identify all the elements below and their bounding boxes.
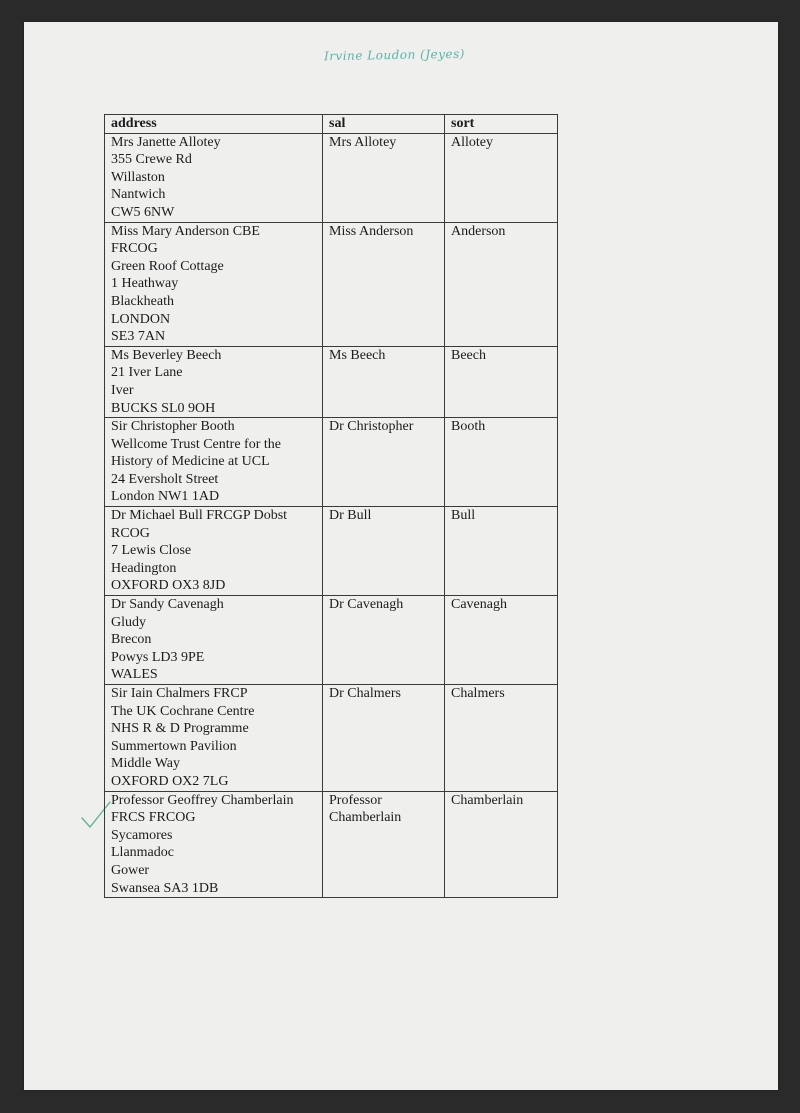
salutation-line: Dr Chalmers (329, 686, 401, 701)
address-line: Sir Christopher Booth (111, 419, 235, 435)
address-cell (105, 418, 323, 507)
table-row (105, 222, 558, 346)
address-line: Brecon (111, 632, 152, 648)
address-line: Swansea SA3 1DB (111, 880, 219, 896)
address-cell (105, 685, 323, 792)
address-line: OXFORD OX2 7LG (111, 773, 229, 789)
salutation-cell (323, 791, 445, 898)
salutation-cell (323, 596, 445, 685)
address-line: Dr Michael Bull FRCGP Dobst (111, 508, 288, 524)
table-row (105, 791, 558, 898)
table-row (105, 596, 558, 685)
sort-cell: Cavenagh (445, 596, 558, 685)
sort-cell: Bull (445, 507, 558, 596)
address-line: 1 Heathway (111, 276, 179, 292)
address-line: Ms Beverley Beech (111, 347, 222, 363)
sort-cell: Beech (445, 346, 558, 417)
address-line: 355 Crewe Rd (111, 152, 192, 168)
address-line: NHS R & D Programme (111, 721, 249, 737)
address-cell (105, 133, 323, 222)
address-line: Headington (111, 560, 177, 576)
address-line: CW5 6NW (111, 204, 175, 220)
address-line: Dr Sandy Cavenagh (111, 597, 224, 613)
salutation-cell (323, 418, 445, 507)
sort-cell: Booth (445, 418, 558, 507)
salutation-line: Mrs Allotey (329, 134, 397, 150)
salutation-line: Miss Anderson (329, 223, 414, 239)
sort-cell: Chamberlain (445, 791, 558, 898)
address-cell (105, 346, 323, 417)
table-header-row (105, 115, 558, 134)
address-line: Summertown Pavilion (111, 738, 237, 754)
table-row (105, 418, 558, 507)
salutation-cell (323, 346, 445, 417)
address-line: FRCOG (111, 241, 158, 257)
handwritten-note: Irvine Loudon (Jeyes) (323, 46, 466, 64)
address-line: Mrs Janette Allotey (111, 134, 221, 150)
address-cell (105, 507, 323, 596)
salutation-cell (323, 507, 445, 596)
address-line: OXFORD OX3 8JD (111, 578, 226, 594)
address-line: Gower (111, 862, 150, 878)
address-line: 7 Lewis Close (111, 543, 192, 559)
address-line: Gludy (111, 614, 146, 630)
salutation-cell (323, 685, 445, 792)
salutation-line: Chamberlain (329, 810, 402, 826)
address-table (104, 114, 558, 898)
address-line: Professor Geoffrey Chamberlain (111, 792, 294, 808)
address-line: FRCS FRCOG (111, 810, 196, 826)
address-line: 24 Eversholt Street (111, 471, 219, 487)
table-row (105, 685, 558, 792)
address-line: Green Roof Cottage (111, 258, 224, 274)
salutation-line: Ms Beech (329, 347, 386, 363)
header-sal: sal (323, 115, 445, 134)
address-line: SE3 7AN (111, 329, 166, 345)
address-line: BUCKS SL0 9OH (111, 400, 216, 416)
address-line: Sycamores (111, 827, 173, 843)
address-line: Willaston (111, 169, 165, 185)
address-line: The UK Cochrane Centre (111, 703, 255, 719)
sort-cell: Allotey (445, 133, 558, 222)
address-line: Middle Way (111, 756, 180, 772)
table-row (105, 133, 558, 222)
sort-cell: Chalmers (445, 685, 558, 792)
sort-cell: Anderson (445, 222, 558, 346)
header-address: address (105, 115, 323, 134)
address-line: Nantwich (111, 187, 166, 203)
salutation-cell (323, 222, 445, 346)
address-cell (105, 596, 323, 685)
address-line: WALES (111, 667, 158, 683)
table-row (105, 507, 558, 596)
address-line: Sir Iain Chalmers FRCP (111, 686, 248, 701)
address-line: 21 Iver Lane (111, 365, 183, 381)
salutation-line: Dr Cavenagh (329, 597, 404, 613)
address-line: Blackheath (111, 293, 174, 309)
salutation-line: Professor (329, 792, 382, 808)
address-line: Powys LD3 9PE (111, 649, 205, 665)
address-line: LONDON (111, 311, 171, 327)
salutation-line: Dr Christopher (329, 419, 414, 435)
address-line: Iver (111, 382, 134, 398)
table-row (105, 346, 558, 417)
address-line: Miss Mary Anderson CBE (111, 223, 260, 239)
address-line: History of Medicine at UCL (111, 454, 270, 470)
address-line: London NW1 1AD (111, 489, 220, 505)
address-line: Llanmadoc (111, 845, 174, 861)
address-cell (105, 791, 323, 898)
address-line: RCOG (111, 525, 150, 541)
header-sort: sort (445, 115, 558, 134)
address-cell (105, 222, 323, 346)
address-line: Wellcome Trust Centre for the (111, 436, 281, 452)
salutation-line: Dr Bull (329, 508, 372, 524)
salutation-cell (323, 133, 445, 222)
